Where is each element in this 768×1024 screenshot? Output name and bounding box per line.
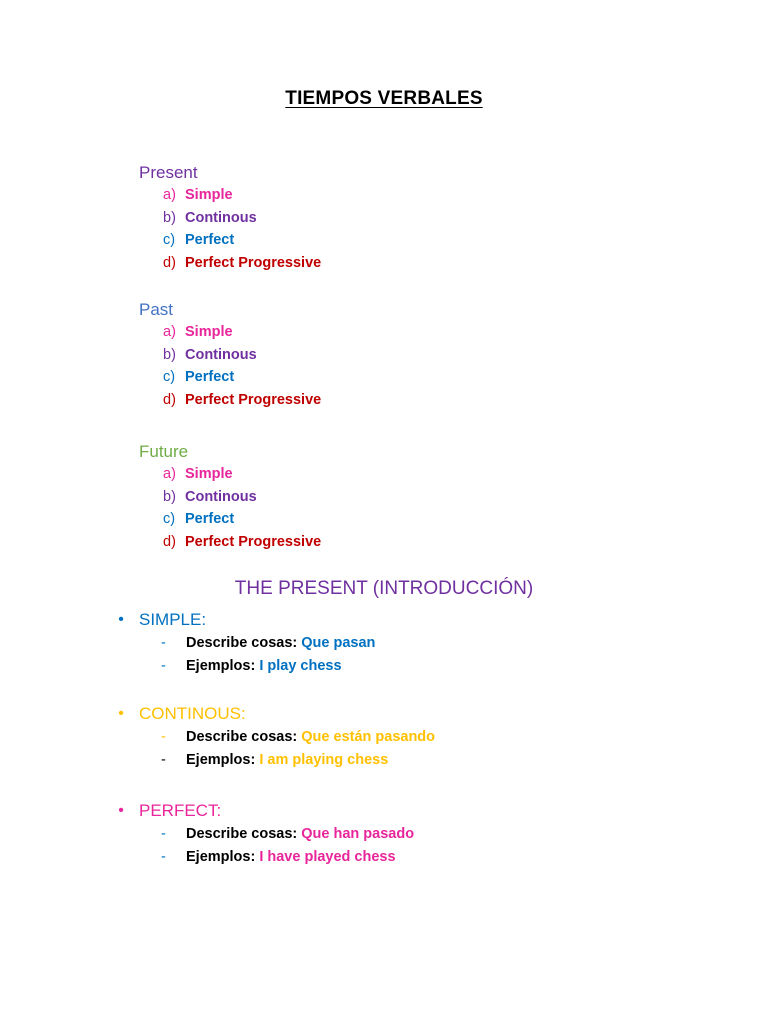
tense-list	[139, 463, 322, 554]
list-label: Perfect Progressive	[185, 255, 322, 272]
dash-marker: -	[161, 826, 166, 842]
list-letter: d)	[163, 534, 176, 551]
document-title-wrap	[0, 88, 768, 110]
detail-line	[186, 655, 342, 678]
list-label: Continous	[185, 346, 257, 363]
list-label: Perfect	[185, 511, 235, 528]
intro-heading: THE PRESENT (INTRODUCCIÓN)	[234, 578, 534, 599]
list-letter: c)	[163, 369, 176, 386]
bullet-label: CONTINOUS:	[139, 704, 246, 723]
section-future	[139, 441, 322, 554]
dash-marker: -	[161, 848, 166, 865]
dash-marker: -	[161, 657, 166, 674]
list-letter: b)	[163, 346, 176, 363]
list-letter: d)	[163, 255, 176, 272]
detail-line	[186, 823, 414, 846]
list-item	[139, 252, 322, 275]
list-letter: c)	[163, 511, 176, 528]
detail-value: I have played chess	[259, 848, 396, 865]
list-letter: a)	[163, 466, 176, 482]
list-label: Simple	[185, 466, 233, 482]
detail-value: Que pasan	[301, 635, 376, 651]
dash-marker: -	[161, 751, 166, 768]
list-label: Perfect	[185, 232, 235, 249]
detail-line	[186, 632, 375, 655]
list-item	[139, 508, 235, 531]
detail-key: Describe cosas:	[186, 635, 298, 651]
list-letter: d)	[163, 392, 176, 409]
bullet-dot-icon: •	[118, 802, 124, 819]
detail-key: Describe cosas:	[186, 729, 298, 745]
list-item	[139, 344, 257, 367]
tense-list	[139, 321, 322, 412]
section-present	[139, 162, 322, 275]
list-item	[139, 366, 235, 389]
detail-key: Describe cosas:	[186, 826, 298, 842]
bullet-label: SIMPLE:	[139, 610, 207, 629]
bullet-dot-icon: •	[118, 611, 124, 628]
detail-value: Que están pasando	[301, 729, 436, 745]
list-item	[139, 184, 233, 207]
list-letter: b)	[163, 209, 176, 226]
detail-key: Ejemplos:	[186, 751, 256, 768]
list-label: Simple	[185, 187, 233, 203]
list-item	[139, 229, 235, 252]
detail-value: I play chess	[259, 657, 342, 674]
list-label: Perfect Progressive	[185, 534, 322, 551]
list-item	[139, 486, 257, 509]
list-item	[139, 389, 322, 412]
document-title: TIEMPOS VERBALES	[285, 88, 483, 109]
list-label: Perfect Progressive	[185, 392, 322, 409]
list-letter: c)	[163, 232, 176, 249]
detail-key: Ejemplos:	[186, 848, 256, 865]
list-label: Simple	[185, 324, 233, 340]
list-letter: a)	[163, 324, 176, 340]
detail-line	[186, 726, 435, 749]
section-heading: Past	[139, 300, 174, 319]
list-label: Continous	[185, 209, 257, 226]
detail-line	[186, 749, 388, 772]
detail-value: Que han pasado	[301, 826, 415, 842]
list-item	[139, 207, 257, 230]
bullet-dot-icon: •	[118, 705, 124, 722]
section-past	[139, 299, 322, 412]
dash-marker: -	[161, 635, 166, 651]
detail-line	[186, 846, 396, 869]
dash-marker: -	[161, 729, 166, 745]
list-item	[139, 531, 322, 554]
list-item	[139, 321, 233, 344]
detail-value: I am playing chess	[259, 751, 389, 768]
list-letter: b)	[163, 488, 176, 505]
list-label: Continous	[185, 488, 257, 505]
section-heading: Present	[139, 163, 198, 182]
list-label: Perfect	[185, 369, 235, 386]
section-heading: Future	[139, 442, 189, 461]
list-item	[139, 463, 233, 486]
list-letter: a)	[163, 187, 176, 203]
bullet-label: PERFECT:	[139, 801, 222, 820]
detail-key: Ejemplos:	[186, 657, 256, 674]
tense-list	[139, 184, 322, 275]
